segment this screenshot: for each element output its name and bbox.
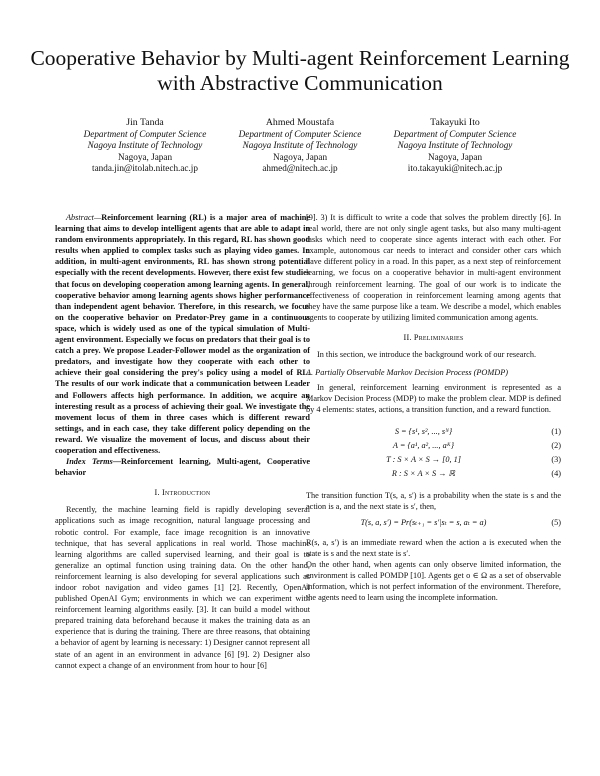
preliminaries-paragraph: In this section, we introduce the background work of our research. [317,350,537,360]
introduction-paragraph: Recently, the machine learning field is rapidly developing several applications such as image recognition, natural language processing and robotic control. For example, face image recognition is an innovative technique, that has several applications in real world. Those machine learning algorithms are called supervised learning, and their goal is to generalize an optimal function using training data. On the other hand, reinforcement learning is also developing for several applications such as indoor robot navigation and video games [1] [2]. Recently, OpenAI published OpenAI Gym; environments in which we can experiment with reinforcement learning algorithms easily. [3]. It can build a model without prepared training data beforehand because it makes the training data as an experience that is during the training. There are three reasons, that obtaining a behavior of agent by learning is necessary: 1) Designer cannot represent all state of an agent in an environment in advance [6] [9]. 2) Designer also cannot expect a change of an environment from hour to hour [6] [55,505,310,670]
paper-title: Cooperative Behavior by Multi-agent Reinforcement Learning with Abstractive Communication [30,46,570,95]
equation-expression: A = {a¹, a², ..., aᴷ} [392,440,455,450]
equation [306,468,561,482]
abstract-text: Reinforcement learning (RL) is a major area of machine learning that aims to develop intelligent agents that are able to adapt in random environments appropriately. In this regard, RL has shown good results when applied to complex tasks such as playing video games. In addition, in multi-agent environments, RL has shown strong potential especially with the recent developments. However, there exist few studies that focus on developing cooperation among learning agents. In general, cooperative behavior among learning agents shows higher performance than independent agent behavior. Therefore, in this research, we focus on the cooperative behavior on Predator-Prey game in a continuous space, which is widely used as one of the typical simulation of Multi-agent environment. Especially we focus on predators that their goal is to catch a prey. We propose Leader-Follower model as the organization of predators, and investigate how they cooperate with each other to achieve their goal considering the prey's policy using a model of RL. The results of our work indicate that a communication between Leader and Followers affects high performance. In addition, we acquire an interesting result as a process of achieving their goal. We investigate the movement locus of them in three cases which is different reward settings, and in each case, they take different policy depending on the reward. We visualize the movement of locus, and discuss about their cooperation and effectiveness. [55,213,310,455]
abstract [55,212,310,456]
equation-number: (1) [551,426,561,436]
author-name: Takayuki Ito [430,117,480,128]
author-location: Nagoya, Japan [117,151,173,162]
equation [306,426,561,440]
equation-expression: T(s, a, s′) = Pr(sₜ₊₁ = s′|sₜ = s, aₜ = a) [360,517,487,527]
equation [306,440,561,454]
author-institution: Nagoya Institute of Technology [397,140,513,151]
equation-number: (4) [551,468,561,478]
author-location: Nagoya, Japan [272,151,328,162]
index-terms-label: Index Terms [66,457,113,467]
subsection-heading-pomdp: A. Partially Observable Markov Decision Process (POMDP) [306,368,508,378]
author-institution: Nagoya Institute of Technology [87,140,203,151]
author-block [55,117,235,175]
author-department: Department of Computer Science [83,128,207,139]
section-heading-introduction: I. Introduction [154,488,211,498]
equation [306,517,561,531]
transition-paragraph: The transition function T(s, a, s′) is a probability when the state is s and the action is a, and the next state is s′, then, [306,490,561,511]
mdp-paragraph: In general, reinforcement learning environment is represented as a Markov Decision Process (MDP) to make the problem clear. MDP is defined by 4 elements: states, actions, a transition function, and a reward function. [306,383,561,415]
index-terms-text: —Reinforcement learning, Multi-agent, Cooperative behavior [55,457,310,478]
equation-block [306,426,561,482]
equation-number: (5) [551,517,561,527]
pomdp-paragraph: On the other hand, when agents can only observe limited information, the environment is called POMDP [10]. Agents get o ∈ Ω as a set of observable information, which is not perfect information of the environment. Therefore, the agents need to learn using the incomplete information. [306,559,561,603]
author-location: Nagoya, Japan [427,151,483,162]
introduction-continued: [9]. 3) It is difficult to write a code that solves the problem directly [6]. In real world, there are not only single agent tasks, but also many multi-agent tasks which need to cooperate since agents interact with each other. For example, autonomous car needs to interact and consider other cars which have different policy in a road. In this paper, as a next step of reinforcement learning, we focus on a cooperative behavior in multi-agent environment through reinforcement learning. The goal of our work is to indicate the effectiveness of cooperation in reinforcement learning among agents that they have the same purpose like a team. We describe a model, which enables agents to cooperate by utilizing limited communication among agents. [306,213,561,322]
author-institution: Nagoya Institute of Technology [242,140,358,151]
equation-number: (2) [551,440,561,450]
author-department: Department of Computer Science [238,128,362,139]
author-email: ito.takayuki@nitech.ac.jp [407,163,503,174]
equation-number: (3) [551,454,561,464]
equation-expression: R : S × A × S → ℝ [391,468,456,478]
author-name: Jin Tanda [126,117,164,128]
equation [306,454,561,468]
equation-expression: S = {s¹, s², ..., sᴺ} [394,426,453,436]
author-email: ahmed@nitech.ac.jp [262,163,338,174]
author-department: Department of Computer Science [393,128,517,139]
section-heading-preliminaries: II. Preliminaries [403,332,464,342]
author-name: Ahmed Moustafa [265,117,335,128]
index-terms [55,456,310,478]
reward-paragraph: R(s, a, s′) is an immediate reward when the action a is executed when the state is s and the next state is s′. [306,537,561,558]
right-column [306,212,561,603]
equation-expression: T : S × A × S → [0, 1] [386,454,461,464]
author-email: tanda.jin@itolab.nitech.ac.jp [92,163,198,174]
author-block [365,117,545,175]
left-column [55,212,310,671]
abstract-label: Abstract— [66,213,102,222]
author-block [210,117,390,175]
